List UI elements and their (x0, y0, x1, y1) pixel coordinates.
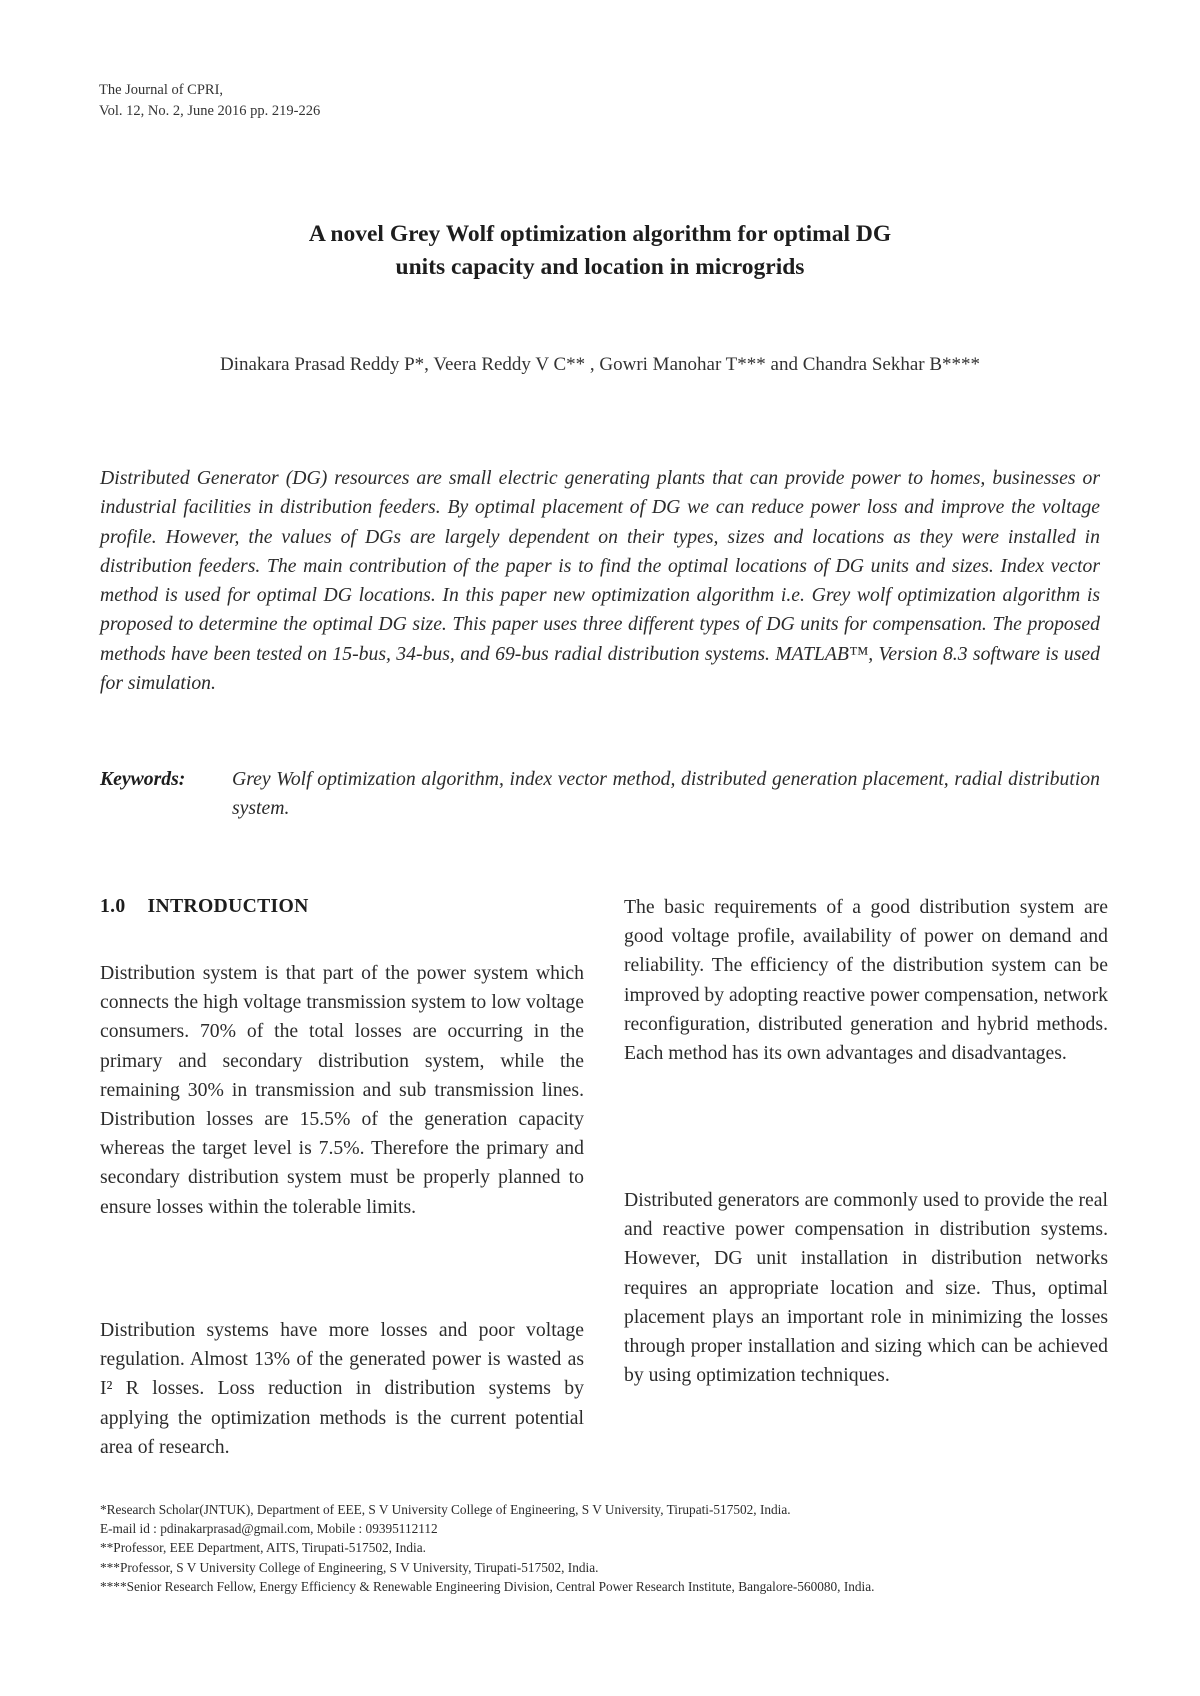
journal-header (99, 80, 320, 122)
paper-title-line-2: units capacity and location in microgrids (395, 254, 805, 280)
section-number: 1.0 (100, 895, 126, 917)
footnote: ***Professor, S V University College of Engineering, S V University, Tirupati-517502, India. (100, 1559, 599, 1575)
body-paragraph: Distribution system is that part of the power system which connects the high voltage transmission system to low voltage consumers. 70% of the total losses are occurring in the primary and secondary distribution system, while the remaining 30% in transmission and sub transmission lines. Distribution losses are 15.5% of the generation capacity whereas the target level is 7.5%. Therefore the primary and secondary distribution system must be properly planned to ensure losses within the tolerable limits. (100, 962, 584, 1218)
paper-title (100, 218, 1100, 284)
journal-name: The Journal of CPRI, (99, 82, 224, 98)
body-paragraph: The basic requirements of a good distribution system are good voltage profile, availability of power on demand and reliability. The efficiency of the distribution system can be improved by adopting reactive power compensation, network reconfiguration, distributed generation and hybrid methods. Each method has its own advantages and disadvantages. (624, 896, 1108, 1065)
right-column-paragraph-1 (624, 893, 1108, 1068)
right-column-paragraph-2 (624, 1186, 1108, 1390)
abstract: Distributed Generator (DG) resources are small electric generating plants that can provide power to homes, businesses or industrial facilities in distribution feeders. By optimal placement of DG we can reduce power loss and improve the voltage profile. However, the values of DGs are largely dependent on their types, sizes and locations as they were installed in distribution feeders. The main contribution of the paper is to find the optimal locations of DG units and sizes. Index vector method is used for optimal DG locations. In this paper new optimization algorithm i.e. Grey wolf optimization algorithm is proposed to determine the optimal DG size. This paper uses three different types of DG units for compensation. The proposed methods have been tested on 15-bus, 34-bus, and 69-bus radial distribution systems. MATLAB™, Version 8.3 software is used for simulation. (100, 467, 1100, 695)
footnotes (100, 1500, 1100, 1596)
footnote: ****Senior Research Fellow, Energy Efficiency & Renewable Engineering Division, Central Power Research Institute, Bangalore-560080, India. (100, 1578, 875, 1594)
author-list: Dinakara Prasad Reddy P*, Veera Reddy V C** , Gowri Manohar T*** and Chandra Sekhar B**** (219, 354, 981, 375)
body-paragraph: Distribution systems have more losses and poor voltage regulation. Almost 13% of the generated power is wasted as I² R losses. Loss reduction in distribution systems by applying the optimization methods is the current potential area of research. (100, 1319, 584, 1458)
left-column-paragraph-1 (100, 959, 584, 1222)
keywords-text: Grey Wolf optimization algorithm, index vector method, distributed generation placement, radial distribution system. (232, 768, 1100, 819)
section-title: INTRODUCTION (147, 895, 309, 917)
footnote: E-mail id : pdinakarprasad@gmail.com, Mobile : 09395112112 (100, 1521, 438, 1537)
journal-issue: Vol. 12, No. 2, June 2016 pp. 219-226 (99, 103, 321, 119)
footnote: *Research Scholar(JNTUK), Department of EEE, S V University College of Engineering, S V University, Tirupati-517502, India. (100, 1502, 791, 1517)
section-heading (100, 895, 309, 918)
keywords-label: Keywords: (100, 768, 186, 790)
footnote: **Professor, EEE Department, AITS, Tirupati-517502, India. (100, 1540, 426, 1556)
paper-title-line-1: A novel Grey Wolf optimization algorithm for optimal DG (308, 221, 892, 247)
body-paragraph: Distributed generators are commonly used to provide the real and reactive power compensation in distribution systems. However, DG unit installation in distribution networks requires an appropriate location and size. Thus, optimal placement plays an important role in minimizing the losses through proper installation and sizing which can be achieved by using optimization techniques. (624, 1189, 1108, 1387)
left-column-paragraph-2 (100, 1316, 584, 1462)
